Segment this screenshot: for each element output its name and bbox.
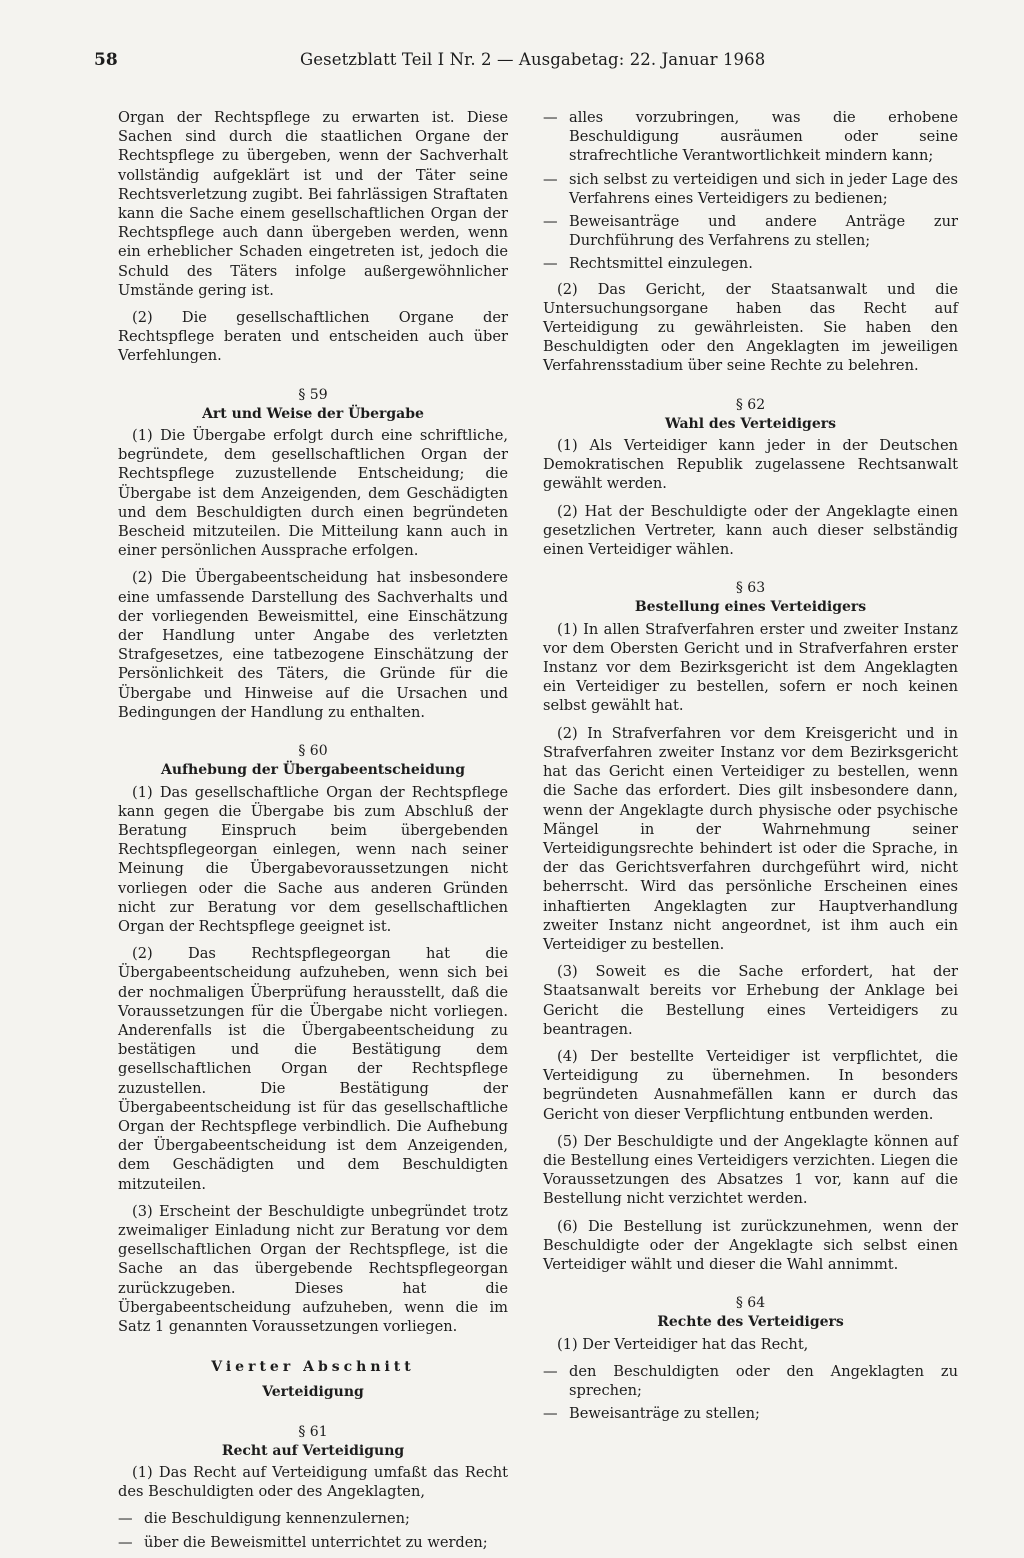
paragraph: (3) Erscheint der Beschuldigte unbegründet trotz zweimaliger Einladung nicht zur Beratung vor dem gesellschaftlichen Organ der Rechtspflege, ist die Sache an das übergebende Rechtspflegeorgan zurückzugeben. Dieses hat die Übergabeentscheidung aufzuheben, wenn die im Satz 1 genannten Voraussetzungen vorliegen.	[118, 1202, 508, 1335]
paragraph: (2) Das Rechtspflegeorgan hat die Übergabeentscheidung aufzuheben, wenn sich bei der nochmaligen Überprüfung herausstellt, daß die Voraussetzungen für die Übergabe nicht vorliegen. Anderenfalls ist die Übergabeentscheidung zu bestätigen und die Bestätigung dem gesellschaftlichen Organ der Rechtspflege zuzustellen. Die Bestätigung der Übergabeentscheidung ist für das gesellschaftliche Organ der Rechtspflege verbindlich. Die Aufhebung der Übergabeentscheidung ist dem Anzeigenden, dem Geschädigten und dem Beschuldigten mitzuteilen.	[118, 945, 508, 1193]
section-title: Wahl des Verteidigers	[664, 415, 836, 432]
paragraph: (1) In allen Strafverfahren erster und zweiter Instanz vor dem Obersten Gericht und in Strafverfahren erster Instanz vor dem Bezirksgericht ist dem Angeklagten ein Verteidiger zu bestellen, sofern er noch keinen selbst gewählt hat.	[543, 620, 958, 715]
dash-list	[543, 108, 958, 274]
section-number: § 61	[298, 1423, 328, 1440]
list-item	[543, 212, 958, 250]
page-number: 58	[94, 50, 118, 70]
dash-list	[543, 1362, 958, 1424]
section-number: § 60	[298, 743, 328, 760]
section-title: Rechte des Verteidigers	[657, 1314, 844, 1331]
paragraph: (1) Als Verteidiger kann jeder in der Deutschen Demokratischen Republik zugelassene Rechtsanwalt gewählt werden.	[543, 437, 958, 493]
paragraph: (1) Der Verteidiger hat das Recht,	[557, 1335, 809, 1353]
paragraph: (1) Das gesellschaftliche Organ der Rechtspflege kann gegen die Übergabe bis zum Abschluß der Beratung Einspruch beim übergebenden Rechtspflegeorgan einlegen, wenn nach seiner Meinung die Übergabevoraussetzungen nicht vorliegen oder die Sache aus anderen Gründen nicht zur Beratung vor dem gesellschaftlichen Organ der Rechtspflege geeignet ist.	[118, 783, 508, 935]
dash-mark: —	[543, 1362, 558, 1380]
section-number: § 64	[735, 1295, 766, 1312]
section-title: Bestellung eines Verteidigers	[634, 599, 867, 616]
paragraph: (2) Die gesellschaftlichen Organe der Rechtspflege beraten und entscheiden auch über Verfehlungen.	[118, 309, 508, 365]
gazette-title: Gesetzblatt Teil I Nr. 2 — Ausgabetag: 22. Januar 1968	[300, 50, 766, 69]
paragraph: (5) Der Beschuldigte und der Angeklagte können auf die Bestellung eines Verteidigers verzichten. Liegen die Voraussetzungen des Absatzes 1 vor, kann auf die Bestellung nicht verzichtet werden.	[543, 1132, 958, 1208]
list-item-text: den Beschuldigten oder den Angeklagten zu sprechen;	[569, 1362, 958, 1399]
dash-list	[118, 1509, 508, 1551]
list-item	[543, 1404, 958, 1423]
list-item	[118, 1509, 508, 1528]
list-item-text: Beweisanträge zu stellen;	[569, 1405, 760, 1423]
list-item	[543, 254, 958, 273]
paragraph: (4) Der bestellte Verteidiger ist verpflichtet, die Verteidigung zu übernehmen. In besonders begründeten Ausnahmefällen kann er durch das Gericht von dieser Verpflichtung entbunden werden.	[543, 1047, 958, 1123]
chapter-title: Verteidigung	[262, 1384, 364, 1401]
section-number: § 59	[298, 386, 328, 403]
dash-mark: —	[543, 1405, 558, 1423]
dash-mark: —	[118, 1533, 133, 1551]
page-header	[0, 44, 1024, 74]
right-column	[543, 108, 958, 1429]
list-item	[118, 1533, 508, 1552]
paragraph: (1) Die Übergabe erfolgt durch eine schriftliche, begründete, dem gesellschaftlichen Organ der Rechtspflege zuzustellende Entscheidung; die Übergabe ist dem Anzeigenden, dem Geschädigten und dem Beschuldigten durch einen begründeten Bescheid mitzuteilen. Die Mitteilung kann auch in einer persönlichen Aussprache erfolgen.	[118, 427, 508, 560]
dash-mark: —	[543, 213, 558, 231]
section-number: § 62	[735, 396, 766, 413]
dash-mark: —	[543, 170, 558, 188]
dash-mark: —	[118, 1510, 133, 1528]
list-item-text: sich selbst zu verteidigen und sich in jeder Lage des Verfahrens eines Verteidigers zu bedienen;	[569, 170, 958, 207]
list-item-text: Rechtsmittel einzulegen.	[569, 255, 753, 273]
left-column	[118, 108, 508, 1558]
list-item-text: die Beschuldigung kennenzulernen;	[144, 1510, 410, 1528]
list-item-text: alles vorzubringen, was die erhobene Beschuldigung ausräumen oder seine strafrechtliche Verantwortlichkeit mindern kann;	[569, 109, 958, 165]
section-title: Art und Weise der Übergabe	[202, 405, 424, 422]
section-title: Aufhebung der Übergabeentscheidung	[160, 762, 466, 779]
dash-mark: —	[543, 109, 558, 126]
paragraph: (1) Das Recht auf Verteidigung umfaßt das Recht des Beschuldigten oder des Angeklagten,	[118, 1464, 508, 1501]
section-title: Recht auf Verteidigung	[221, 1442, 405, 1459]
paragraph: Organ der Rechtspflege zu erwarten ist. Diese Sachen sind durch die staatlichen Organe der Rechtspflege zu übergeben, wenn der Sachverhalt vollständig aufgeklärt ist und der Täter seine Rechtsverletzung zugibt. Bei fahrlässigen Straftaten kann die Sache einem gesellschaftlichen Organ der Rechtspflege auch dann übergeben werden, wenn ein erheblicher Schaden eingetreten ist, jedoch die Schuld des Täters infolge außergewöhnlicher Umstände gering ist.	[118, 109, 508, 299]
section-number: § 63	[735, 580, 766, 597]
list-item	[543, 1362, 958, 1400]
list-item-text: Beweisanträge und andere Anträge zur Durchführung des Verfahrens zu stellen;	[569, 213, 958, 250]
paragraph: (2) Die Übergabeentscheidung hat insbesondere eine umfassende Darstellung des Sachverhalts und der vorliegenden Beweismittel, eine Einschätzung der Handlung unter Angabe des verletzten Strafgesetzes, eine tatbezogene Einschätzung der Persönlichkeit des Täters, die Gründe für die Übergabe und Hinweise auf die Ursachen und Bedingungen der Handlung zu enthalten.	[118, 569, 508, 721]
list-item	[543, 170, 958, 208]
chapter-heading: Vierter Abschnitt	[211, 1359, 415, 1376]
list-item-text: über die Beweismittel unterrichtet zu werden;	[144, 1533, 488, 1551]
paragraph: (2) Hat der Beschuldigte oder der Angeklagte einen gesetzlichen Vertreter, kann auch dieser selbständig einen Verteidiger wählen.	[543, 502, 958, 559]
list-item	[543, 108, 958, 166]
paragraph: (2) In Strafverfahren vor dem Kreisgericht und in Strafverfahren zweiter Instanz vor dem Bezirksgericht hat das Gericht einen Verteidiger zu bestellen, wenn die Sache das erfordert. Dies gilt insbesondere dann, wenn der Angeklagte durch physische oder psychische Mängel in der Wahrnehmung seiner Verteidigungsrechte behindert ist oder die Sprache, in der das Gerichtsverfahren durchgeführt wird, nicht beherrscht. Wird das persönliche Erscheinen eines inhaftierten Angeklagten zur Hauptverhandlung zweiter Instanz nicht angeordnet, ist ihm auch ein Verteidiger zu bestellen.	[543, 724, 958, 953]
paragraph: (2) Das Gericht, der Staatsanwalt und die Untersuchungsorgane haben das Recht auf Verteidigung zu gewährleisten. Sie haben den Beschuldigten oder den Angeklagten im jeweiligen Verfahrensstadium über seine Rechte zu belehren.	[543, 280, 958, 375]
dash-mark: —	[543, 255, 558, 273]
paragraph: (6) Die Bestellung ist zurückzunehmen, wenn der Beschuldigte oder der Angeklagte sich selbst einen Verteidiger wählt und dieser die Wahl annimmt.	[543, 1217, 958, 1273]
paragraph: (3) Soweit es die Sache erfordert, hat der Staatsanwalt bereits vor Erhebung der Anklage bei Gericht die Bestellung eines Verteidigers zu beantragen.	[543, 963, 958, 1038]
